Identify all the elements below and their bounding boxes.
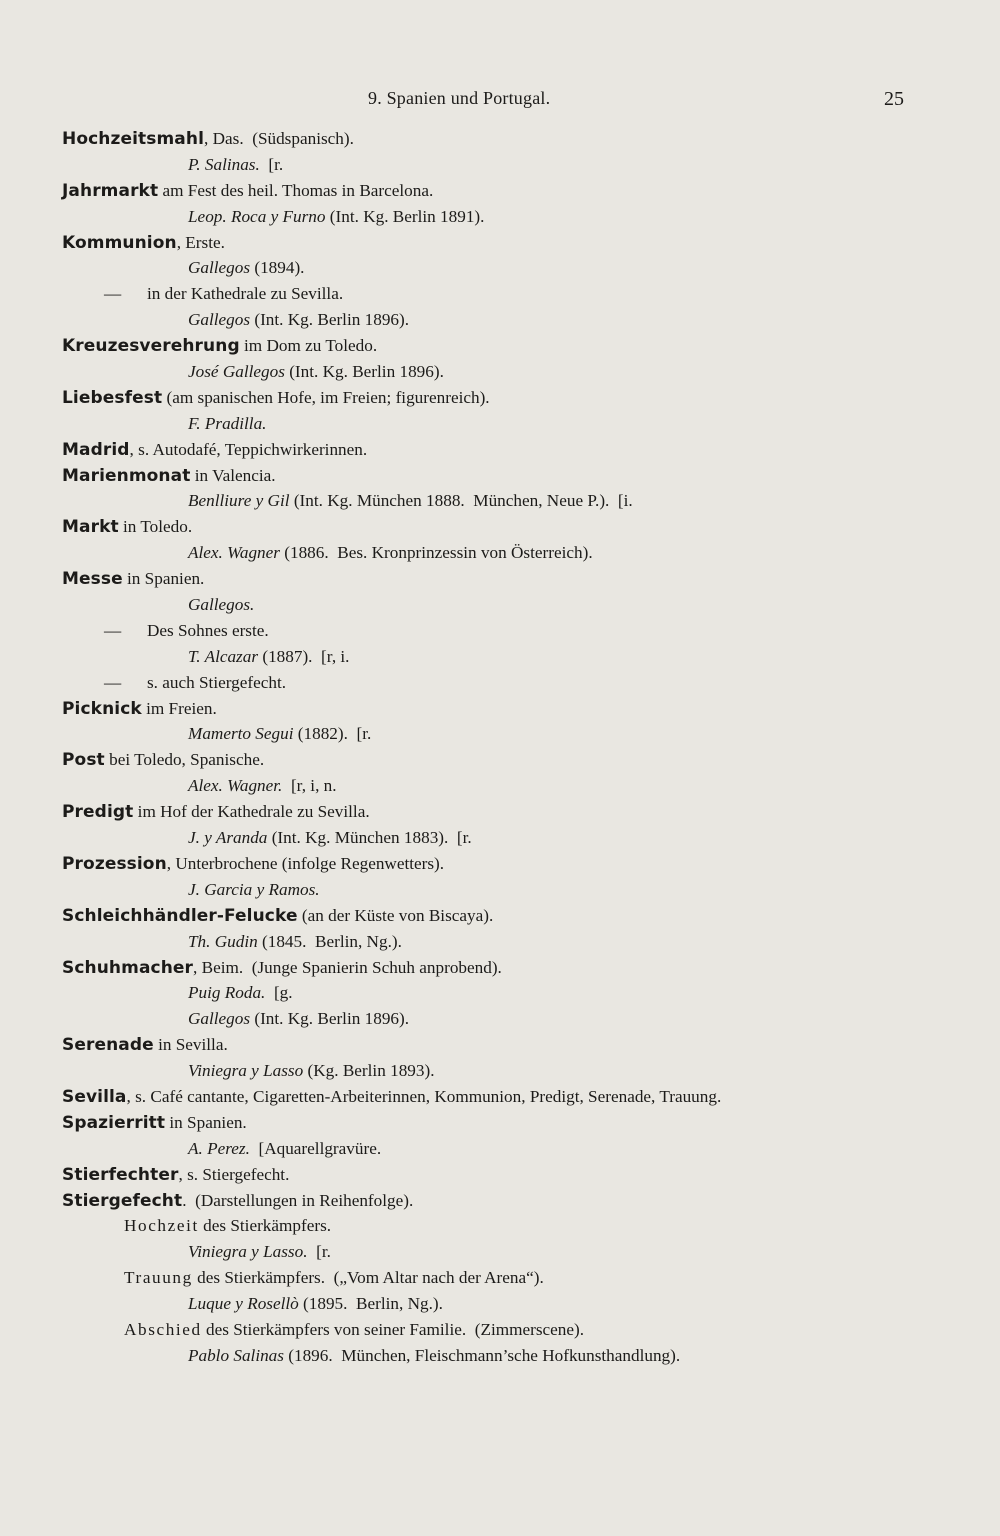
entry-text: in Toledo. <box>118 517 193 537</box>
entry-text: in Spanien. <box>122 569 205 589</box>
artist-name: A. Perez. <box>188 1138 250 1158</box>
entry-keyword: Schleichhändler-Felucke <box>62 905 298 926</box>
entry-keyword: Stierfechter <box>62 1164 179 1185</box>
artist-reference <box>62 644 962 670</box>
sub-entry <box>62 1265 962 1291</box>
reference-details: [r, i, n. <box>282 776 337 796</box>
entry-text: am Fest des heil. Thomas in Barcelona. <box>158 180 434 200</box>
reference-details: (Int. Kg. Berlin 1896). <box>284 362 444 382</box>
reference-details: (Int. Kg. München 1888. München, Neue P.). [i. <box>289 491 633 511</box>
entry-text: in Spanien. <box>165 1112 247 1132</box>
artist-name: Leop. Roca y Furno <box>188 206 326 226</box>
entry-text: , Erste. <box>176 232 225 252</box>
index-entry <box>62 566 962 592</box>
artist-reference <box>62 929 962 955</box>
artist-reference <box>62 1239 962 1265</box>
artist-name: Puig Roda. <box>188 983 266 1003</box>
artist-reference <box>62 592 962 618</box>
index-entry <box>62 230 962 256</box>
sub-entry-title: Hochzeit <box>124 1216 199 1236</box>
artist-reference <box>62 1291 962 1317</box>
artist-name: J. y Aranda <box>188 828 268 848</box>
index-entry <box>62 903 962 929</box>
artist-reference <box>62 980 962 1006</box>
artist-reference <box>62 488 962 514</box>
entry-text: in Valencia. <box>190 465 276 485</box>
reference-details: [g. <box>265 983 293 1003</box>
entry-keyword: Prozession <box>62 853 167 874</box>
entry-text: (an der Küste von Biscaya). <box>297 905 494 925</box>
index-entry <box>62 1162 962 1188</box>
reference-details: (1896. München, Fleischmann’sche Hofkunsthandlung). <box>283 1345 681 1365</box>
reference-details: (Int. Kg. Berlin 1896). <box>250 310 410 330</box>
artist-name: Gallegos <box>188 1009 251 1029</box>
index-entry <box>62 1110 962 1136</box>
artist-reference <box>62 877 962 903</box>
entry-text: bei Toledo, Spanische. <box>104 750 265 770</box>
entry-text: , s. Autodafé, Teppichwirkerinnen. <box>129 439 368 459</box>
entry-keyword: Serenade <box>62 1035 154 1056</box>
artist-name: J. Garcia y Ramos. <box>188 879 320 899</box>
entry-keyword: Marienmonat <box>62 465 191 486</box>
entry-text: des Stierkämpfers. <box>198 1216 332 1236</box>
entry-text: s. auch Stiergefecht. <box>121 672 287 692</box>
artist-reference <box>62 1058 962 1084</box>
reference-details: [r. <box>307 1242 331 1262</box>
sub-entry-title: Trauung <box>124 1268 193 1288</box>
index-entry <box>62 851 962 877</box>
artist-reference <box>62 1136 962 1162</box>
entry-keyword: Madrid <box>62 439 130 460</box>
artist-reference <box>62 307 962 333</box>
sub-entry <box>62 1317 962 1343</box>
artist-reference <box>62 773 962 799</box>
reference-details: (1886. Bes. Kronprinzessin von Österreich). <box>279 543 593 563</box>
index-entry <box>62 437 962 463</box>
artist-reference <box>62 1343 962 1369</box>
entry-keyword: Stiergefecht <box>62 1190 183 1211</box>
index-entry <box>62 955 962 981</box>
continuation-entry <box>62 281 962 307</box>
reference-details: (Int. Kg. Berlin 1896). <box>250 1009 410 1029</box>
artist-name: Benlliure y Gil <box>188 491 290 511</box>
entry-text: , Unterbrochene (infolge Regenwetters). <box>166 853 445 873</box>
artist-reference <box>62 825 962 851</box>
artist-name: T. Alcazar <box>188 646 259 666</box>
entry-text: im Freien. <box>141 698 217 718</box>
artist-name: Pablo Salinas <box>188 1345 284 1365</box>
index-entry <box>62 747 962 773</box>
index-entry <box>62 385 962 411</box>
entry-keyword: Picknick <box>62 698 142 719</box>
index-entry <box>62 463 962 489</box>
artist-name: Alex. Wagner. <box>188 776 283 796</box>
running-title: 9. Spanien und Portugal. <box>368 88 551 108</box>
reference-details: (1894). <box>250 258 305 278</box>
index-entries <box>62 126 962 1369</box>
entry-text: in Sevilla. <box>153 1035 228 1055</box>
page-header <box>0 88 1000 114</box>
page-number: 25 <box>884 88 904 110</box>
artist-name: Viniegra y Lasso <box>188 1061 304 1081</box>
reference-details: (1882). [r. <box>293 724 372 744</box>
ditto-dash: — <box>104 284 122 304</box>
index-entry <box>62 126 962 152</box>
artist-reference <box>62 359 962 385</box>
artist-reference <box>62 721 962 747</box>
artist-reference <box>62 204 962 230</box>
index-entry <box>62 333 962 359</box>
entry-keyword: Liebesfest <box>62 387 163 408</box>
reference-details: (1887). [r, i. <box>258 646 350 666</box>
reference-details: (Kg. Berlin 1893). <box>303 1061 435 1081</box>
artist-name: Gallegos. <box>188 595 255 615</box>
entry-text: im Hof der Kathedrale zu Sevilla. <box>133 802 370 822</box>
artist-name: F. Pradilla. <box>188 413 267 433</box>
entry-text: , s. Stiergefecht. <box>178 1164 290 1184</box>
entry-text: im Dom zu Toledo. <box>239 336 378 356</box>
entry-text: des Stierkämpfers. („Vom Altar nach der Arena“). <box>192 1268 544 1288</box>
reference-details: (Int. Kg. Berlin 1891). <box>325 206 485 226</box>
entry-text: . (Darstellungen in Reihenfolge). <box>182 1190 414 1210</box>
entry-keyword: Hochzeitsmahl <box>62 129 204 149</box>
ditto-dash: — <box>104 672 122 692</box>
artist-name: Gallegos <box>188 258 251 278</box>
continuation-entry <box>62 670 962 696</box>
artist-reference <box>62 255 962 281</box>
entry-keyword: Jahrmarkt <box>62 180 159 201</box>
artist-name: P. Salinas. <box>188 154 260 174</box>
artist-name: Mamerto Segui <box>188 724 294 744</box>
index-entry <box>62 696 962 722</box>
index-entry <box>62 1032 962 1058</box>
index-entry <box>62 1188 962 1214</box>
entry-text: , Beim. (Junge Spanierin Schuh anprobend). <box>193 957 502 977</box>
artist-reference <box>62 1006 962 1032</box>
entry-keyword: Markt <box>62 517 119 538</box>
artist-reference <box>62 152 962 178</box>
reference-details: (1845. Berlin, Ng.). <box>257 931 402 951</box>
sub-entry-title: Abschied <box>124 1319 202 1339</box>
entry-keyword: Kommunion <box>62 232 177 253</box>
ditto-dash: — <box>104 620 122 640</box>
index-entry <box>62 514 962 540</box>
artist-name: Gallegos <box>188 310 251 330</box>
reference-details: [Aquarellgravüre. <box>249 1138 382 1158</box>
index-entry <box>62 1084 962 1110</box>
entry-text: , s. Café cantante, Cigaretten-Arbeiterinnen, Kommunion, Predigt, Serenade, Trauung. <box>126 1086 722 1106</box>
artist-name: Luque y Rosellò <box>188 1294 299 1314</box>
artist-name: Viniegra y Lasso. <box>188 1242 308 1262</box>
sub-entry <box>62 1213 962 1239</box>
reference-details: (1895. Berlin, Ng.). <box>298 1294 443 1314</box>
entry-keyword: Spazierritt <box>62 1112 166 1133</box>
entry-keyword: Post <box>62 750 105 771</box>
reference-details: (Int. Kg. München 1883). [r. <box>267 828 472 848</box>
index-entry <box>62 799 962 825</box>
entry-keyword: Sevilla <box>62 1086 127 1107</box>
entry-text: des Stierkämpfers von seiner Familie. (Zimmerscene). <box>201 1319 585 1339</box>
index-entry <box>62 178 962 204</box>
entry-keyword: Schuhmacher <box>62 957 194 978</box>
artist-name: José Gallegos <box>188 362 285 382</box>
entry-text: , Das. (Südspanisch). <box>204 129 354 148</box>
entry-text: in der Kathedrale zu Sevilla. <box>121 284 344 304</box>
entry-keyword: Kreuzesverehrung <box>62 336 240 357</box>
artist-reference <box>62 411 962 437</box>
continuation-entry <box>62 618 962 644</box>
artist-name: Alex. Wagner <box>188 543 280 563</box>
entry-keyword: Predigt <box>62 802 134 823</box>
entry-keyword: Messe <box>62 569 123 590</box>
artist-reference <box>62 540 962 566</box>
entry-text: (am spanischen Hofe, im Freien; figurenreich). <box>162 387 490 407</box>
artist-name: Th. Gudin <box>188 931 258 951</box>
reference-details: [r. <box>259 154 284 174</box>
entry-text: Des Sohnes erste. <box>121 620 269 640</box>
